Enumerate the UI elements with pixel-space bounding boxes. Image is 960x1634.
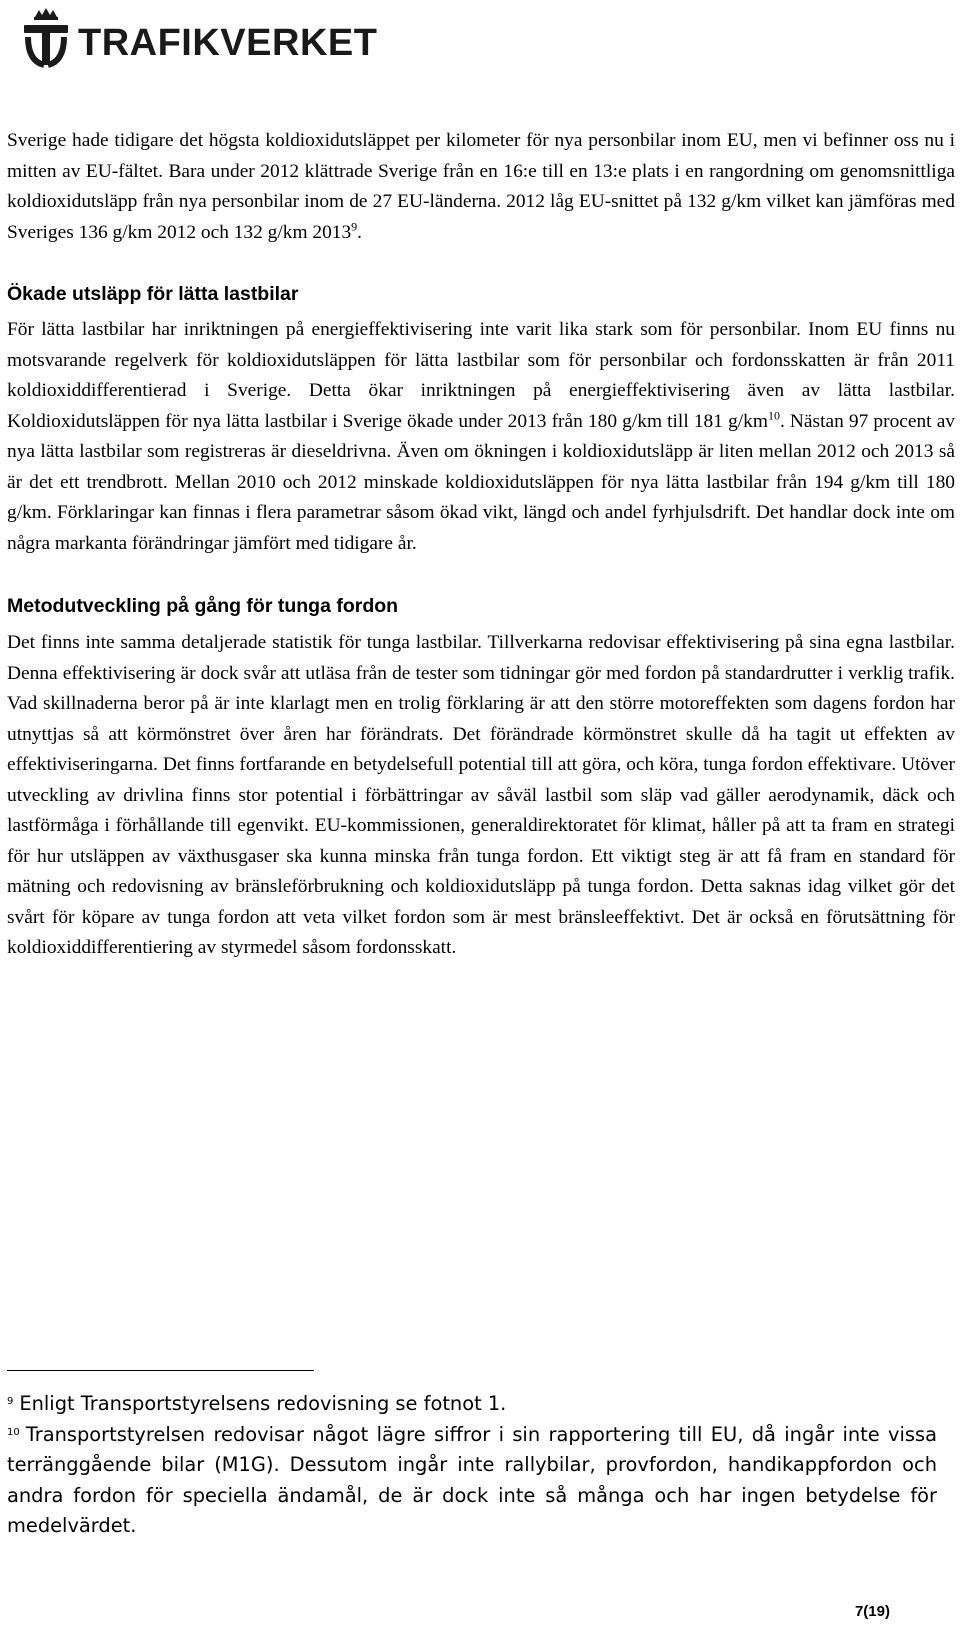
footnote-9 — [7, 1389, 937, 1420]
footnote-ref-9: 9 — [351, 219, 358, 234]
footnote-text: Enligt Transportstyrelsens redovisning se fotnot 1. — [19, 1392, 507, 1415]
light-trucks-text-continued: . Nästan 97 procent av nya lätta lastbilar som registreras är dieseldrivna. Även om ökningen i koldioxidutsläpp är liten mellan 2012 och 2013 så är det ett trendbrott. Mellan 2010 och 2012 minskade koldioxidutsläppen för nya lätta lastbilar från 194 g/km till 180 g/km. Förklaringar kan finnas i flera parametrar såsom ökad vikt, längd och andel fyrhjulsdrift. Det handlar dock inte om några markanta förändringar jämfört med tidigare år. — [7, 410, 956, 554]
trafikverket-logo-icon — [22, 7, 70, 69]
section-heading-light-trucks: Ökade utsläpp för lätta lastbilar — [7, 283, 299, 305]
footnote-separator — [7, 1370, 314, 1371]
footnote-text: Transportstyrelsen redovisar något lägre siffror i sin rapportering till EU, då ingår inte vissa terränggående bilar (M1G). Dessutom ingår inte rallybilar, provfordon, handikappfordon och andra fordon för speciella ändamål, de är dock inte så många och har ingen betydelse för medelvärdet. — [7, 1422, 937, 1537]
light-trucks-paragraph — [7, 315, 955, 559]
heavy-vehicles-paragraph: Det finns inte samma detaljerade statistik för tunga lastbilar. Tillverkarna redovisar effektivisering på sina egna lastbilar. Denna effektivisering är dock svår att utläsa från de tester som tidningar gör med fordon på standardrutter i verklig trafik. Vad skillnaderna beror på är inte klarlagt men en trolig förklaring är att den större motoreffekten som dagens fordon har utnyttjas så att körmönstret över åren har förändrats. Det förändrade körmönstret skulle då ha tagit ut effekten av effektiviseringarna. Det finns fortfarande en betydelsefull potential till att göra, och köra, tunga fordon effektivare. Utöver utveckling av drivlina finns stor potential i förbättringar av såväl lastbil som släp vad gäller aerodynamik, däck och lastförmåga i förhållande till egenvikt. EU-kommissionen, generaldirektoratet för klimat, håller på att ta fram en strategi för hur utsläppen av växthusgaser ska kunna minska från tunga fordon. Ett viktigt steg är att få fram en standard för mätning och redovisning av bränsleförbrukning och koldioxidutsläpp på tunga fordon. Detta saknas idag vilket gör det svårt för köpare av tunga fordon att veta vilket fordon som är mest bränsleeffektivt. Det är också en förutsättning för koldioxiddifferentiering av styrmedel såsom fordonsskatt. — [7, 632, 955, 958]
logo-text: TRAFIKVERKET — [78, 21, 378, 64]
section-heading-heavy-vehicles: Metodutveckling på gång för tunga fordon — [7, 595, 399, 617]
footnotes — [7, 1389, 937, 1542]
document-body — [7, 126, 955, 964]
page-number: 7(19) — [854, 1603, 890, 1620]
footnote-10 — [7, 1420, 937, 1542]
footnote-number: 9 — [7, 1396, 14, 1407]
footnote-ref-10: 10 — [767, 408, 780, 423]
footnote-number: 10 — [7, 1426, 20, 1438]
header — [22, 6, 377, 70]
intro-paragraph — [7, 126, 955, 248]
intro-text-end: . — [357, 221, 363, 243]
light-trucks-text: För lätta lastbilar har inriktningen på energieffektivisering inte varit lika stark som för personbilar. Inom EU finns nu motsvarande regelverk för koldioxidutsläppen för lätta lastbilar som för personbilar och fordonsskatten är från 2011 koldioxiddifferentierad i Sverige. Detta ökar inriktningen på energieffektivisering även av lätta lastbilar. Koldioxidutsläppen för nya lätta lastbilar i Sverige ökade under 2013 från 180 g/km till 181 g/km — [7, 319, 955, 432]
intro-text: Sverige hade tidigare det högsta koldioxidutsläppet per kilometer för nya personbilar inom EU, men vi befinner oss nu i mitten av EU-fältet. Bara under 2012 klättrade Sverige från en 16:e till en 13:e plats i en rangordning om genomsnittliga koldioxidutsläpp från nya personbilar inom de 27 EU-länderna. 2012 låg EU-snittet på 132 g/km vilket kan jämföras med Sveriges 136 g/km 2012 och 132 g/km 2013 — [7, 130, 955, 243]
